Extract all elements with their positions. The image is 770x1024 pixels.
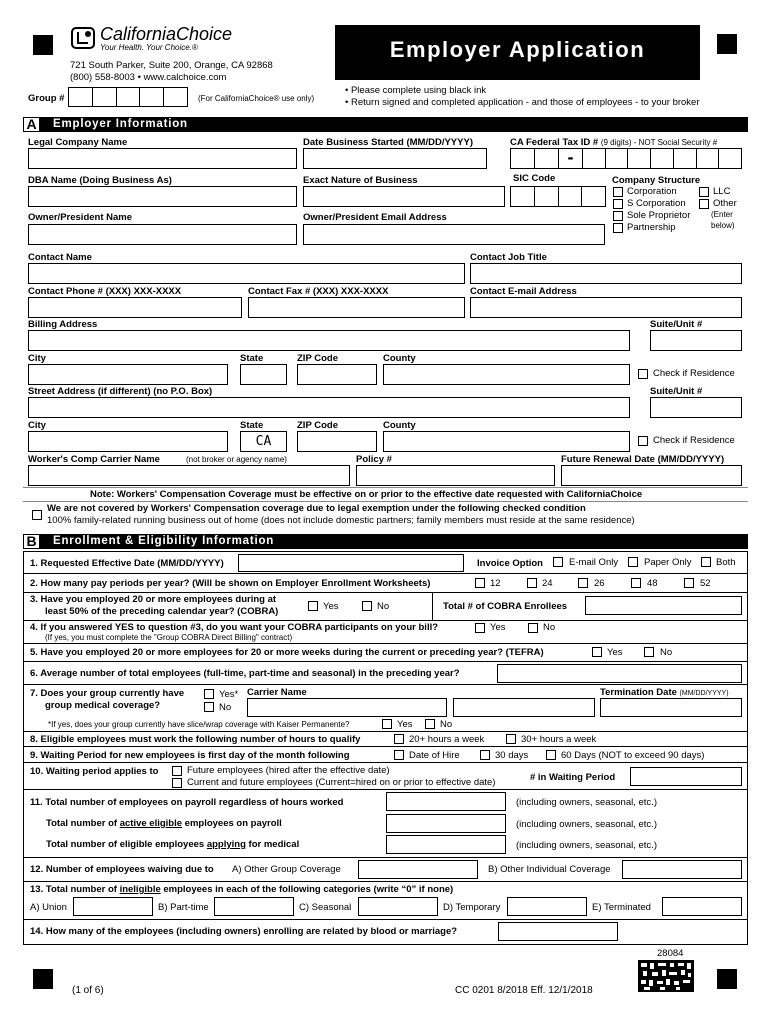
llc-checkbox[interactable] [699, 187, 709, 197]
pay-24-checkbox[interactable] [527, 578, 537, 588]
state-input[interactable] [240, 364, 287, 385]
zip-input-2[interactable] [297, 431, 377, 452]
section-border [747, 551, 748, 945]
label-owner: Owner/President Name [28, 212, 133, 223]
row-border [23, 684, 748, 685]
row-border [23, 762, 748, 763]
label-yes: Yes [607, 647, 623, 658]
waive-group-input[interactable] [358, 860, 478, 879]
pay-12-checkbox[interactable] [475, 578, 485, 588]
divider [23, 487, 748, 488]
label-corporation: Corporation [627, 186, 677, 197]
wc-note: Note: Workers' Compensation Coverage must be effective on or prior to the effective date requested with CaliforniaChoice [90, 489, 643, 500]
city-input[interactable] [28, 364, 228, 385]
row-border [23, 551, 748, 552]
label-terminated: E) Terminated [592, 902, 651, 913]
label-temporary: D) Temporary [443, 902, 501, 913]
q3-label-b: least 50% of the preceding calendar year? (COBRA) [45, 606, 279, 617]
waiting-label: # in Waiting Period [530, 772, 616, 783]
label-county: County [383, 353, 416, 364]
residence-checkbox-2[interactable] [638, 436, 648, 446]
label-below: below) [711, 221, 735, 230]
row-border [23, 643, 748, 644]
company-contact: (800) 558-8003 • www.calchoice.com [70, 72, 227, 83]
label-wc-note: (not broker or agency name) [186, 455, 287, 464]
label-dba: DBA Name (Doing Business As) [28, 175, 172, 186]
label-city: City [28, 353, 46, 364]
label-date-started: Date Business Started (MM/DD/YYYY) [303, 137, 473, 148]
label-pay-48: 48 [647, 578, 658, 589]
row-border [23, 944, 748, 945]
carrier-input[interactable] [247, 698, 447, 717]
label-street: Street Address (if different) (no P.O. Box) [28, 386, 213, 397]
exemption-text: We are not covered by Workers' Compensation coverage due to legal exemption under the following checked condition [47, 503, 586, 514]
seasonal-input[interactable] [358, 897, 438, 916]
label-email: Contact E-mail Address [470, 286, 577, 297]
label-future: Future employees (hired after the effective date) [187, 765, 390, 776]
row-border [23, 661, 748, 662]
q12-label: 12. Number of employees waiving due to [30, 864, 214, 875]
medical-no-checkbox[interactable] [204, 702, 214, 712]
union-input[interactable] [73, 897, 153, 916]
registration-mark [717, 34, 737, 54]
q13-label: 13. Total number of ineligible employees in each of the following categories (write “0” if none) [30, 884, 454, 895]
q7-label-a: 7. Does your group currently have [30, 688, 185, 699]
label-current: Current and future employees (Current=hired on or prior to effective date) [187, 777, 496, 788]
label-nature: Exact Nature of Business [303, 175, 418, 186]
city-input-2[interactable] [28, 431, 228, 452]
paper-only-checkbox[interactable] [628, 557, 638, 567]
s-corporation-checkbox[interactable] [613, 199, 623, 209]
company-address: 721 South Parker, Suite 200, Orange, CA 92868 [70, 60, 273, 71]
registration-mark [33, 969, 53, 989]
label-email-only: E-mail Only [569, 557, 619, 568]
logo-wordmark: CaliforniaChoice [100, 24, 233, 44]
medical-yes-checkbox[interactable] [204, 689, 214, 699]
label-no: No [440, 719, 453, 730]
label-other: Other [713, 198, 737, 209]
label-owner-email: Owner/President Email Address [303, 212, 447, 223]
active-eligible-input[interactable] [386, 814, 506, 833]
q9-label: 9. Waiting Period for new employees is first day of the month following [30, 750, 350, 761]
label-state-2: State [240, 420, 264, 431]
nature-input[interactable] [303, 186, 505, 207]
label-pay-24: 24 [542, 578, 553, 589]
term-date-label: Termination Date (MM/DD/YYYY) [600, 687, 729, 698]
hire-checkbox[interactable] [394, 750, 404, 760]
label-city-2: City [28, 420, 46, 431]
label-s-corporation: S Corporation [627, 198, 686, 209]
effective-date-input[interactable] [238, 554, 464, 572]
row-border [23, 857, 748, 858]
label-llc: LLC [713, 186, 731, 197]
section-title: Employer Information [53, 118, 188, 130]
label-sic: SIC Code [513, 173, 556, 184]
q7-label-b: group medical coverage? [45, 700, 161, 711]
label-pay-12: 12 [490, 578, 501, 589]
kaiser-no-checkbox[interactable] [425, 719, 435, 729]
label-q12b: B) Other Individual Coverage [488, 864, 611, 875]
label-q12a: A) Other Group Coverage [232, 864, 341, 875]
kaiser-yes-checkbox[interactable] [382, 719, 392, 729]
label-partnership: Partnership [627, 222, 676, 233]
label-30-days: 30 days [495, 750, 529, 761]
days-30-checkbox[interactable] [480, 750, 490, 760]
tax-id-input[interactable]: - [510, 148, 742, 169]
legal-name-input[interactable] [28, 148, 297, 169]
label-zip: ZIP Code [297, 353, 338, 364]
contact-title-input[interactable] [470, 263, 742, 284]
label-including: (including owners, seasonal, etc.) [516, 819, 657, 830]
applying-input[interactable] [386, 835, 506, 854]
pay-48-checkbox[interactable] [631, 578, 641, 588]
row-border [23, 789, 748, 790]
form-code: CC 0201 8/2018 Eff. 12/1/2018 [455, 985, 593, 996]
section-letter: A [23, 117, 40, 132]
group-number-boxes[interactable] [68, 87, 188, 107]
label-hours-30: 30+ hours a week [521, 734, 597, 745]
registration-mark [717, 969, 737, 989]
wc-carrier-input[interactable] [28, 465, 350, 486]
cobra-total-label: Total # of COBRA Enrollees [443, 601, 568, 612]
label-sole-proprietor: Sole Proprietor [627, 210, 691, 221]
row-border [23, 919, 748, 920]
billing-input[interactable] [28, 330, 630, 351]
logo-tagline: Your Health. Your Choice.® [100, 43, 198, 52]
label-billing: Billing Address [28, 319, 98, 330]
label-county-2: County [383, 420, 416, 431]
label-yes: Yes [397, 719, 413, 730]
section-letter: B [23, 534, 40, 549]
label-suite: Suite/Unit # [650, 319, 703, 330]
related-input[interactable] [498, 922, 618, 941]
q4-label: 4. If you answered YES to question #3, do you want your COBRA participants on your bill? [30, 622, 439, 633]
phone-input[interactable] [28, 297, 242, 318]
dba-input[interactable] [28, 186, 297, 207]
row-border [23, 573, 748, 574]
cobra-bill-yes-checkbox[interactable] [475, 623, 485, 633]
avg-employees-input[interactable] [497, 664, 742, 683]
page-number: (1 of 6) [72, 985, 104, 996]
q8-label: 8. Eligible employees must work the following number of hours to qualify [30, 734, 361, 745]
email-only-checkbox[interactable] [553, 557, 563, 567]
contact-name-input[interactable] [28, 263, 465, 284]
sole-proprietor-checkbox[interactable] [613, 211, 623, 221]
email-input[interactable] [470, 297, 742, 318]
tefra-yes-checkbox[interactable] [592, 647, 602, 657]
label-legal-name: Legal Company Name [28, 137, 128, 148]
row-border [23, 731, 748, 732]
partnership-checkbox[interactable] [613, 223, 623, 233]
fax-input[interactable] [248, 297, 465, 318]
hours-20-checkbox[interactable] [394, 734, 404, 744]
label-contact-name: Contact Name [28, 252, 92, 263]
label-tax-id: CA Federal Tax ID # (9 digits) - NOT Social Security # [510, 137, 718, 148]
date-started-input[interactable] [303, 148, 487, 169]
q2-label: 2. How many pay periods per year? (Will be shown on Employer Enrollment Worksheets) [30, 578, 431, 589]
temporary-input[interactable] [507, 897, 587, 916]
owner-email-input[interactable] [303, 224, 605, 245]
q10-label: 10. Waiting period applies to [30, 766, 159, 777]
active-label: Total number of active eligible employees on payroll [46, 818, 282, 829]
label-union: A) Union [30, 902, 67, 913]
label-both: Both [716, 557, 736, 568]
suite-input-2[interactable] [650, 397, 742, 418]
q4-note: (If yes, you must complete the "Group COBRA Direct Billing" contract) [45, 633, 293, 642]
hours-30-checkbox[interactable] [506, 734, 516, 744]
zip-input[interactable] [297, 364, 377, 385]
barcode [638, 960, 694, 992]
other-checkbox[interactable] [699, 199, 709, 209]
page-title: Employer Application [389, 37, 646, 62]
future-employees-checkbox[interactable] [172, 766, 182, 776]
registration-mark [33, 35, 53, 55]
section-border [23, 551, 24, 945]
section-b-header [23, 534, 748, 549]
carrier-label: Carrier Name [247, 687, 307, 698]
logo [70, 26, 100, 51]
policy-input[interactable] [356, 465, 555, 486]
term-date-input[interactable] [600, 698, 742, 717]
label-residence-2: Check if Residence [653, 435, 735, 446]
q5-label: 5. Have you employed 20 or more employees for 20 or more weeks during the current or preceding year? (TEFRA) [30, 647, 544, 658]
group-note: (For CaliforniaChoice® use only) [198, 94, 315, 103]
label-suite-2: Suite/Unit # [650, 386, 703, 397]
label-including: (including owners, seasonal, etc.) [516, 840, 657, 851]
label-including: (including owners, seasonal, etc.) [516, 797, 657, 808]
tefra-no-checkbox[interactable] [644, 647, 654, 657]
row-border [23, 592, 748, 593]
applying-label: Total number of eligible employees applying for medical [46, 839, 300, 850]
both-checkbox[interactable] [701, 557, 711, 567]
label-no: No [377, 601, 390, 612]
label-yes-star: Yes* [219, 689, 239, 700]
pay-26-checkbox[interactable] [578, 578, 588, 588]
q14-label: 14. How many of the employees (including owners) enrolling are related by blood or marriage? [30, 926, 458, 937]
label-enter: (Enter [711, 210, 733, 219]
label-fax: Contact Fax # (XXX) XXX-XXXX [248, 286, 389, 297]
days-60-checkbox[interactable] [546, 750, 556, 760]
label-residence: Check if Residence [653, 368, 735, 379]
part-time-input[interactable] [214, 897, 294, 916]
pay-52-checkbox[interactable] [684, 578, 694, 588]
q3-label-a: 3. Have you employed 20 or more employees during at [30, 594, 277, 605]
exemption-checkbox[interactable] [32, 510, 42, 520]
label-contact-title: Contact Job Title [470, 252, 547, 263]
residence-checkbox[interactable] [638, 369, 648, 379]
county-input[interactable] [383, 364, 630, 385]
current-employees-checkbox[interactable] [172, 778, 182, 788]
label-pay-26: 26 [594, 578, 605, 589]
row-border [23, 746, 748, 747]
divider [432, 593, 433, 620]
label-seasonal: C) Seasonal [299, 902, 352, 913]
waiting-input[interactable] [630, 767, 742, 786]
section-title: Enrollment & Eligibility Information [53, 535, 275, 547]
row-border [23, 620, 748, 621]
owner-input[interactable] [28, 224, 297, 245]
label-yes: Yes [490, 622, 506, 633]
label-zip-2: ZIP Code [297, 420, 338, 431]
county-input-2[interactable] [383, 431, 630, 452]
label-phone: Contact Phone # (XXX) XXX-XXXX [28, 286, 182, 297]
label-60-days: 60 Days (NOT to exceed 90 days) [561, 750, 705, 761]
sic-input[interactable] [510, 186, 606, 207]
label-policy: Policy # [356, 454, 392, 465]
state-input-2[interactable]: CA [240, 431, 287, 452]
label-paper-only: Paper Only [644, 557, 692, 568]
kaiser-question: *If yes, does your group currently have slice/wrap coverage with Kaiser Permanente? [48, 720, 350, 729]
label-part-time: B) Part-time [158, 902, 209, 913]
label-no: No [660, 647, 673, 658]
q11-label: 11. Total number of employees on payroll regardless of hours worked [30, 797, 344, 808]
street-input[interactable] [28, 397, 630, 418]
policy-input-b[interactable] [453, 698, 595, 717]
suite-input[interactable] [650, 330, 742, 351]
label-renewal: Future Renewal Date (MM/DD/YYYY) [561, 454, 725, 465]
corporation-checkbox[interactable] [613, 187, 623, 197]
row-border [23, 881, 748, 882]
total-payroll-input[interactable] [386, 792, 506, 811]
cobra-no-checkbox[interactable] [362, 601, 372, 611]
renewal-input[interactable] [561, 465, 742, 486]
instruction-return: • Return signed and completed application - and those of employees - to your broker [345, 97, 700, 108]
cobra-total-input[interactable] [585, 596, 742, 615]
invoice-label: Invoice Option [477, 558, 543, 569]
cobra-bill-no-checkbox[interactable] [528, 623, 538, 633]
label-no: No [219, 702, 232, 713]
label-date-of-hire: Date of Hire [409, 750, 460, 761]
section-a-header [23, 117, 748, 132]
exemption-detail: 100% family-related running business out of home (does not include domestic partners; family members must reside at the same residence) [47, 515, 635, 526]
label-pay-52: 52 [700, 578, 711, 589]
q6-label: 6. Average number of total employees (full-time, part-time and seasonal) in the preceding year? [30, 668, 460, 679]
group-label: Group # [28, 93, 65, 104]
label-structure: Company Structure [612, 175, 701, 186]
label-state: State [240, 353, 264, 364]
document-number: 28084 [657, 948, 684, 959]
label-hours-20: 20+ hours a week [409, 734, 485, 745]
label-no: No [543, 622, 556, 633]
label-wc-carrier: Worker's Comp Carrier Name [28, 454, 160, 465]
label-yes: Yes [323, 601, 339, 612]
terminated-input[interactable] [662, 897, 742, 916]
waive-individual-input[interactable] [622, 860, 742, 879]
q1-label: 1. Requested Effective Date (MM/DD/YYYY) [30, 558, 224, 569]
divider [23, 501, 748, 502]
cobra-yes-checkbox[interactable] [308, 601, 318, 611]
instruction-ink: • Please complete using black ink [345, 85, 487, 96]
